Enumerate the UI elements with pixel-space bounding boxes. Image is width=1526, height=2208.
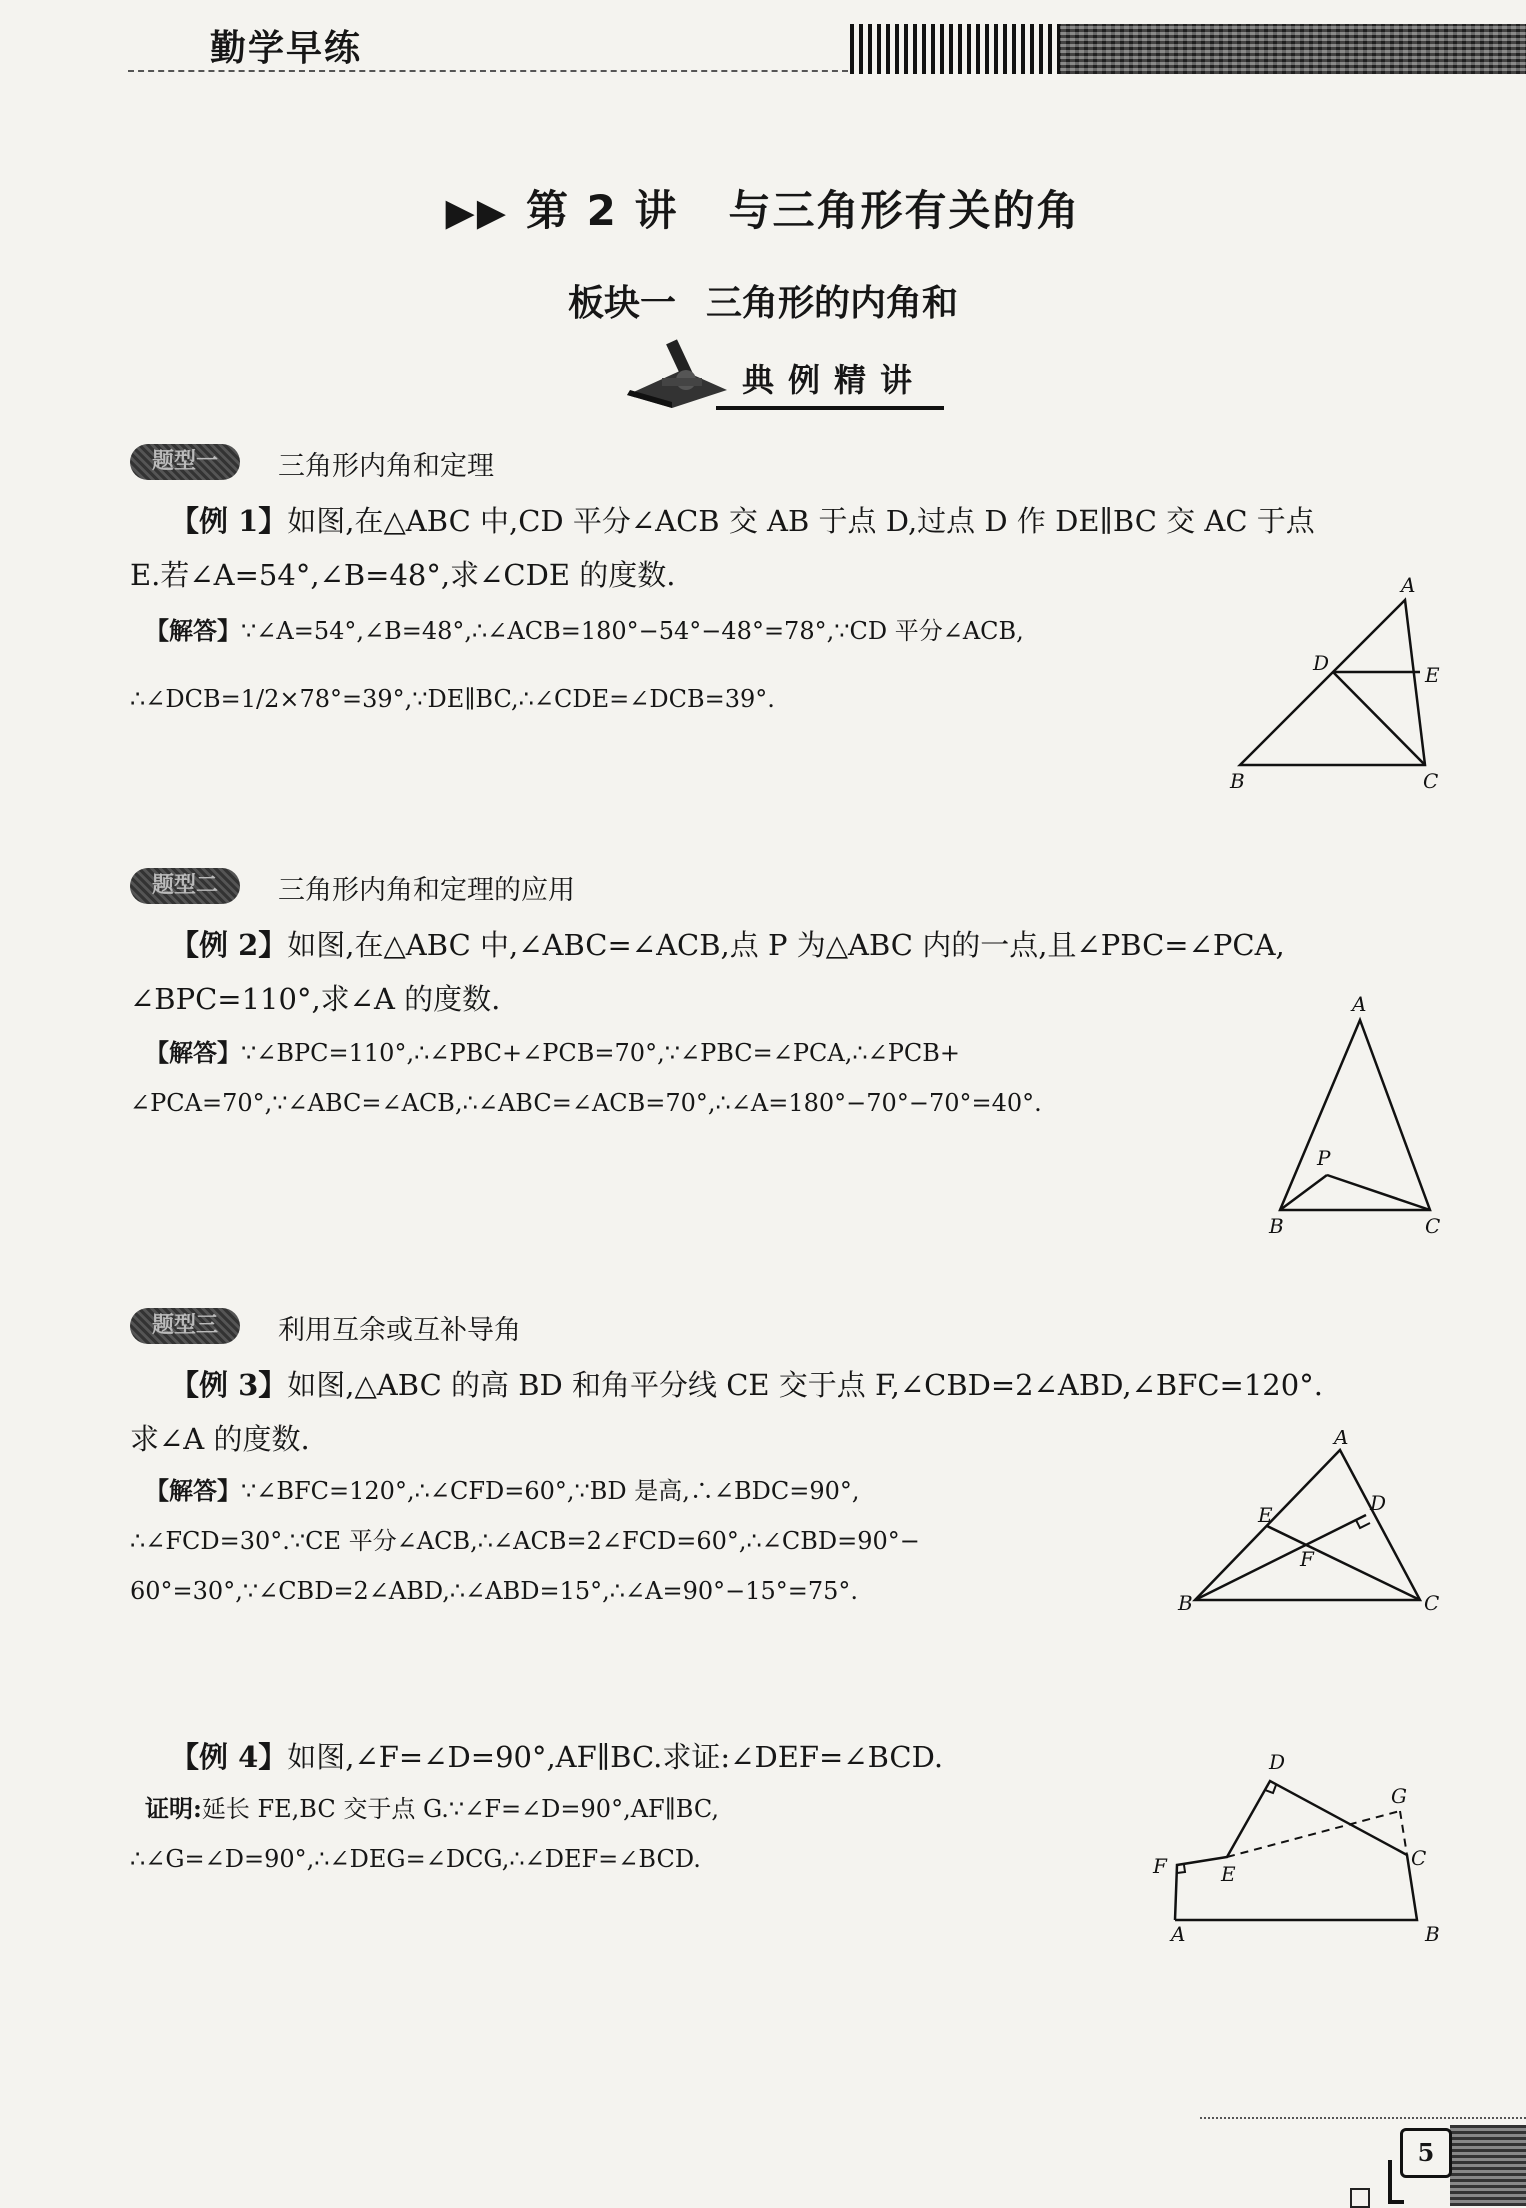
microscope-icon [622, 330, 732, 410]
page-number: 5 [1400, 2128, 1452, 2178]
lecture-heading [0, 178, 1526, 238]
example-tag: 【例 1】 [170, 504, 288, 538]
label-E: E [1221, 1862, 1236, 1886]
label-F: F [1153, 1854, 1167, 1878]
double-arrow-icon: ▶▶ [445, 190, 508, 234]
example-1-problem-cont: E.若∠A=54°,∠B=48°,求∠CDE 的度数. [130, 558, 676, 592]
label-A: A [1334, 1430, 1349, 1449]
label-D: D [1269, 1750, 1286, 1774]
label-A: A [1401, 573, 1416, 597]
type-title-2: 三角形内角和定理的应用 [278, 875, 575, 906]
label-B: B [1178, 1591, 1193, 1615]
example-1-problem: 【例 1】如图,在△ABC 中,CD 平分∠ACB 交 AB 于点 D,过点 D 作 DE∥BC 交 AC 于点 [170, 504, 1315, 538]
figure-quadrilateral [1145, 1745, 1465, 1945]
example-3-problem: 【例 3】如图,△ABC 的高 BD 和角平分线 CE 交于点 F,∠CBD=2∠ABD,∠BFC=120°. [170, 1368, 1323, 1402]
solution-tag: 【解答】 [145, 616, 241, 645]
label-C: C [1411, 1846, 1427, 1870]
lecture-title: 与三角形有关的角 [728, 186, 1081, 235]
lecture-number: 第 2 讲 [525, 186, 679, 235]
figure-triangle-abc-2 [1255, 995, 1455, 1245]
label-D: D [1313, 651, 1330, 675]
example-3-solution: 【解答】∵∠BFC=120°,∴∠CFD=60°,∵BD 是高,∴∠BDC=90°, [145, 1476, 860, 1505]
example-2-problem-cont: ∠BPC=110°,求∠A 的度数. [130, 982, 501, 1016]
example-1-solution-cont: ∴∠DCB=1/2×78°=39°,∵DE∥BC,∴∠CDE=∠DCB=39°. [130, 685, 775, 713]
label-F: F [1300, 1547, 1314, 1571]
label-P: P [1317, 1146, 1331, 1170]
figure-triangle-abc-3 [1170, 1430, 1450, 1620]
type-badge-1: 题型一 [130, 444, 240, 480]
type-badge-3: 题型三 [130, 1308, 240, 1344]
example-2-solution: 【解答】∵∠BPC=110°,∴∠PBC+∠PCB=70°,∵∠PBC=∠PCA,∴∠PCB+ [145, 1038, 960, 1067]
label-D: D [1370, 1491, 1387, 1515]
example-4-problem: 【例 4】如图,∠F=∠D=90°,AF∥BC.求证:∠DEF=∠BCD. [170, 1740, 944, 1774]
label-B: B [1425, 1922, 1440, 1945]
header-rule [128, 70, 848, 72]
series-title: 勤学早练 [210, 28, 363, 69]
module-title: 三角形的内角和 [706, 283, 959, 324]
example-3-problem-cont: 求∠A 的度数. [130, 1422, 310, 1456]
label-B: B [1269, 1214, 1284, 1238]
footer-rule [1200, 2117, 1526, 2119]
type-title-3: 利用互余或互补导角 [278, 1315, 521, 1346]
module-heading [0, 275, 1526, 326]
example-4-proof: 证明:延长 FE,BC 交于点 G.∵∠F=∠D=90°,AF∥BC, [145, 1794, 719, 1823]
banner-underline [716, 406, 944, 410]
banner-label: 典例精讲 [742, 361, 927, 399]
footer-square-icon [1350, 2188, 1370, 2208]
label-C: C [1423, 769, 1439, 793]
example-3-solution-cont: ∴∠FCD=30°.∵CE 平分∠ACB,∴∠ACB=2∠FCD=60°,∴∠CBD=90°− [130, 1527, 920, 1555]
footer-shade-decoration [1450, 2125, 1526, 2206]
label-E: E [1258, 1503, 1273, 1527]
example-1-solution: 【解答】∵∠A=54°,∠B=48°,∴∠ACB=180°−54°−48°=78°,∵CD 平分∠ACB, [145, 616, 1024, 645]
label-A: A [1352, 995, 1367, 1016]
label-B: B [1230, 769, 1245, 793]
label-G: G [1391, 1784, 1407, 1808]
label-E: E [1425, 663, 1440, 687]
example-4-proof-cont: ∴∠G=∠D=90°,∴∠DEG=∠DCG,∴∠DEF=∠BCD. [130, 1845, 701, 1873]
label-C: C [1424, 1591, 1440, 1615]
figure-triangle-abc-1 [1215, 570, 1455, 800]
label-C: C [1425, 1214, 1441, 1238]
module-number: 板块一 [567, 283, 676, 324]
label-A: A [1171, 1922, 1186, 1945]
type-title-1: 三角形内角和定理 [278, 451, 494, 482]
example-2-problem: 【例 2】如图,在△ABC 中,∠ABC=∠ACB,点 P 为△ABC 内的一点,且∠PBC=∠PCA, [170, 928, 1285, 962]
type-badge-2: 题型二 [130, 868, 240, 904]
header-shade-decoration [1060, 24, 1526, 74]
example-3-solution-cont2: 60°=30°,∵∠CBD=2∠ABD,∴∠ABD=15°,∴∠A=90°−15°=75°. [130, 1577, 859, 1605]
example-2-solution-cont: ∠PCA=70°,∵∠ABC=∠ACB,∴∠ABC=∠ACB=70°,∴∠A=180°−70°−70°=40°. [130, 1089, 1042, 1117]
